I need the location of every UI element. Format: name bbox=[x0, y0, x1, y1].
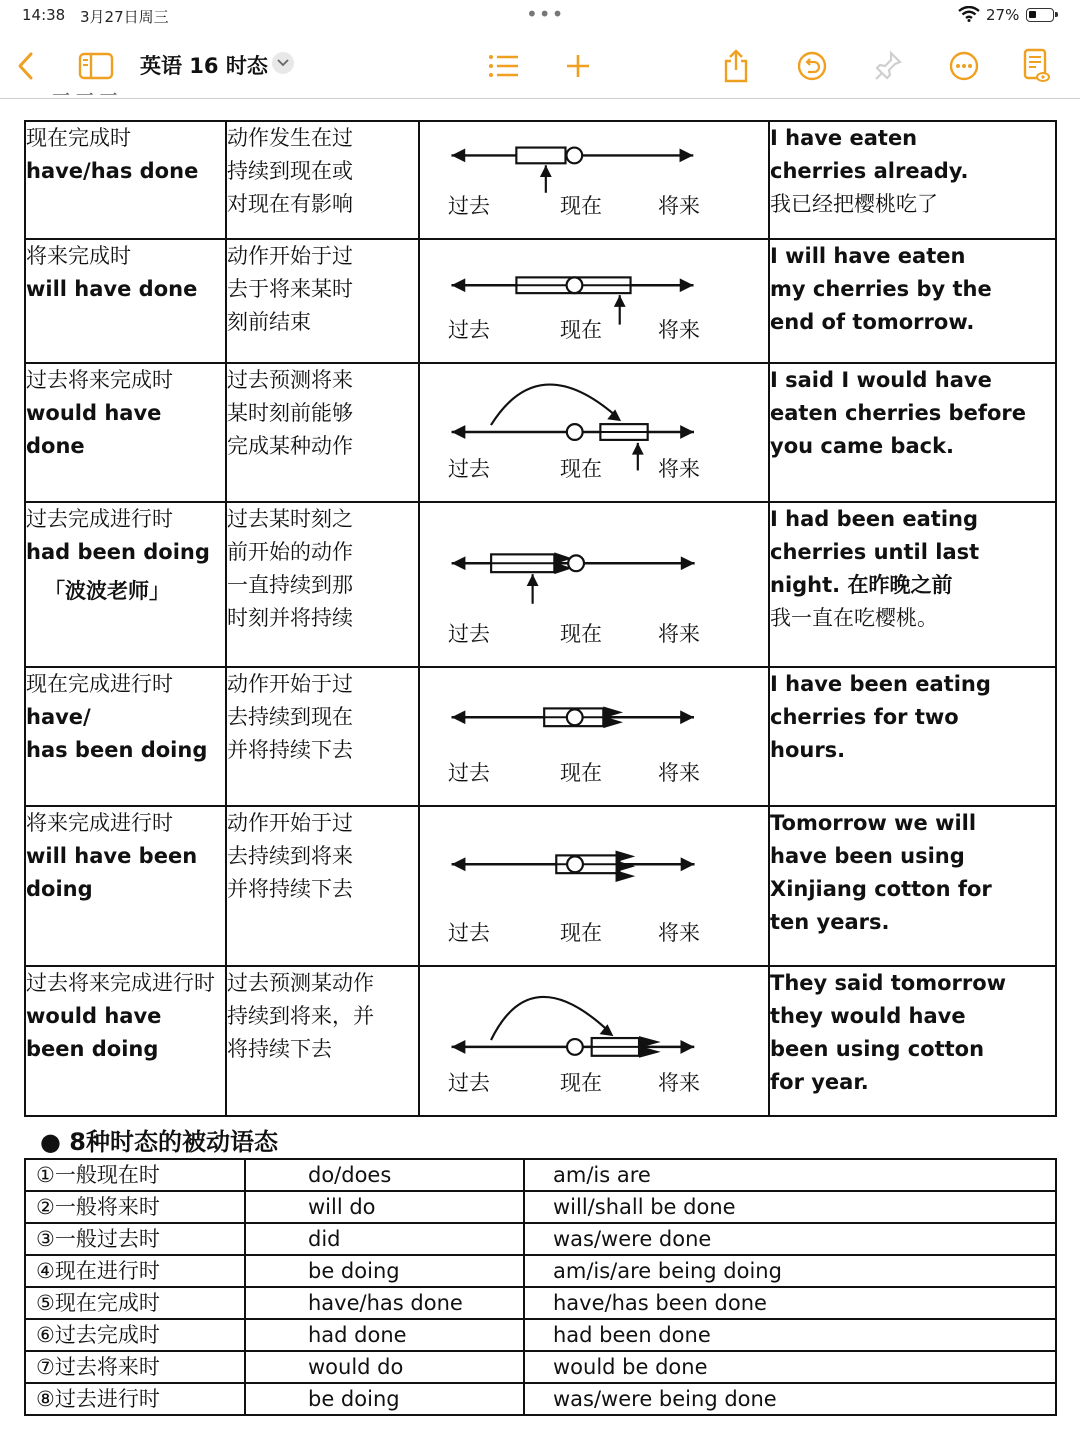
tense-formula: have/has done bbox=[26, 159, 199, 183]
timeline-future-label: 将来 bbox=[658, 194, 700, 218]
description-line: 一直持续到那 bbox=[227, 573, 353, 597]
tense-row bbox=[25, 806, 1056, 966]
status-bar bbox=[0, 0, 1080, 34]
passive-form: had been done bbox=[524, 1319, 1056, 1351]
timeline-past-label: 过去 bbox=[448, 1071, 490, 1095]
description-line: 动作开始于过 bbox=[227, 811, 353, 835]
tense-formula: will have done bbox=[26, 277, 198, 301]
description-line: 并将持续下去 bbox=[227, 877, 353, 901]
example-cell bbox=[769, 667, 1056, 806]
description-line: 某时刻前能够 bbox=[227, 401, 353, 425]
tense-row bbox=[25, 239, 1056, 363]
timeline-future-label: 将来 bbox=[658, 622, 700, 646]
active-form: be doing bbox=[245, 1383, 524, 1415]
example-cell bbox=[769, 806, 1056, 966]
timeline-past-label: 过去 bbox=[448, 622, 490, 646]
multitask-dots-icon[interactable]: ••• bbox=[526, 2, 565, 26]
example-line: Tomorrow we will bbox=[770, 811, 977, 835]
passive-row bbox=[25, 1351, 1056, 1383]
timeline-now-label: 现在 bbox=[560, 194, 602, 218]
description-line: 对现在有影响 bbox=[227, 192, 353, 216]
description-line: 持续到现在或 bbox=[227, 159, 353, 183]
passive-tense-name: ④现在进行时 bbox=[25, 1255, 245, 1287]
plus-icon[interactable] bbox=[558, 46, 598, 86]
tense-formula: would have done bbox=[26, 401, 162, 458]
passive-row bbox=[25, 1319, 1056, 1351]
passive-row bbox=[25, 1383, 1056, 1415]
description-line: 过去某时刻之 bbox=[227, 507, 353, 531]
description-line: 并将持续下去 bbox=[227, 738, 353, 762]
tense-row bbox=[25, 121, 1056, 239]
passive-title-text: 8种时态的被动语态 bbox=[69, 1128, 278, 1156]
description-line: 过去预测将来 bbox=[227, 368, 353, 392]
example-cell bbox=[769, 966, 1056, 1116]
tense-name-zh: 过去完成进行时 bbox=[26, 507, 173, 531]
passive-row bbox=[25, 1255, 1056, 1287]
description-line: 去持续到将来 bbox=[227, 844, 353, 868]
tense-description-cell bbox=[226, 806, 419, 966]
timeline-future-label: 将来 bbox=[658, 1071, 700, 1095]
tense-description-cell bbox=[226, 502, 419, 667]
tense-name-zh: 过去将来完成时 bbox=[26, 368, 173, 392]
tense-table bbox=[24, 120, 1057, 1117]
passive-form: was/were done bbox=[524, 1223, 1056, 1255]
tense-name-cell bbox=[25, 121, 226, 239]
passive-voice-table bbox=[24, 1158, 1057, 1416]
passive-row bbox=[25, 1191, 1056, 1223]
status-time: 14:38 bbox=[22, 6, 66, 24]
timeline-diagram-cell bbox=[419, 121, 769, 239]
pin-icon[interactable] bbox=[868, 46, 908, 86]
description-line: 动作发生在过 bbox=[227, 126, 353, 150]
timeline-diagram-cell bbox=[419, 667, 769, 806]
description-line: 持续到将来，并 bbox=[227, 1004, 374, 1028]
timeline-now-label: 现在 bbox=[560, 761, 602, 785]
example-line: they would have bbox=[770, 1004, 966, 1028]
status-date: 3月27日周三 bbox=[80, 8, 169, 26]
tense-formula: have/ bbox=[26, 705, 91, 729]
battery-percent: 27% bbox=[986, 6, 1020, 24]
example-line: end of tomorrow. bbox=[770, 310, 975, 334]
example-line: you came back. bbox=[770, 434, 955, 458]
wifi-icon bbox=[958, 6, 980, 22]
passive-form: will/shall be done bbox=[524, 1191, 1056, 1223]
example-line: Xinjiang cotton for bbox=[770, 877, 992, 901]
tense-name-cell bbox=[25, 239, 226, 363]
tense-row bbox=[25, 502, 1056, 667]
timeline-diagram-cell bbox=[419, 502, 769, 667]
passive-row bbox=[25, 1287, 1056, 1319]
passive-tense-name: ②一般将来时 bbox=[25, 1191, 245, 1223]
timeline-now-label: 现在 bbox=[560, 1071, 602, 1095]
share-icon[interactable] bbox=[716, 46, 756, 86]
description-line: 完成某种动作 bbox=[227, 434, 353, 458]
description-line: 前开始的动作 bbox=[227, 540, 353, 564]
more-icon[interactable] bbox=[944, 46, 984, 86]
tense-name-zh: 过去将来完成进行时 bbox=[26, 971, 215, 995]
active-form: did bbox=[245, 1223, 524, 1255]
example-cell bbox=[769, 121, 1056, 239]
tense-name-cell bbox=[25, 667, 226, 806]
example-cell bbox=[769, 502, 1056, 667]
example-line: cherries already. bbox=[770, 159, 969, 183]
passive-voice-heading: ● 8种时态的被动语态 bbox=[40, 1128, 278, 1156]
passive-form: have/has been done bbox=[524, 1287, 1056, 1319]
example-line: I have eaten bbox=[770, 126, 918, 150]
timeline-now-label: 现在 bbox=[560, 622, 602, 646]
passive-tense-name: ⑧过去进行时 bbox=[25, 1383, 245, 1415]
description-line: 时刻并将持续 bbox=[227, 606, 353, 630]
toolbar bbox=[0, 34, 1080, 99]
back-chevron-icon[interactable] bbox=[6, 46, 46, 86]
example-line: cherries until last bbox=[770, 540, 980, 564]
example-line: for year. bbox=[770, 1070, 869, 1094]
example-line: They said tomorrow bbox=[770, 971, 1007, 995]
author-tag: 「波波老师」 bbox=[44, 579, 170, 603]
tense-formula: has been doing bbox=[26, 738, 208, 762]
note-title[interactable]: 英语 16 时态 bbox=[140, 54, 268, 78]
active-form: will do bbox=[245, 1191, 524, 1223]
example-line: eaten cherries before bbox=[770, 401, 1026, 425]
timeline-diagram-cell bbox=[419, 806, 769, 966]
description-line: 将持续下去 bbox=[227, 1037, 332, 1061]
example-line: I had been eating bbox=[770, 507, 979, 531]
tense-formula: had been doing bbox=[26, 540, 210, 564]
timeline-past-label: 过去 bbox=[448, 194, 490, 218]
timeline-now-label: 现在 bbox=[560, 921, 602, 945]
tense-name-zh: 将来完成时 bbox=[26, 244, 131, 268]
tense-row bbox=[25, 363, 1056, 502]
tense-name-cell bbox=[25, 806, 226, 966]
tense-formula: been doing bbox=[26, 1037, 159, 1061]
description-line: 动作开始于过 bbox=[227, 672, 353, 696]
timeline-future-label: 将来 bbox=[658, 761, 700, 785]
example-line: hours. bbox=[770, 738, 846, 762]
timeline-past-label: 过去 bbox=[448, 457, 490, 481]
active-form: had done bbox=[245, 1319, 524, 1351]
description-line: 过去预测某动作 bbox=[227, 971, 374, 995]
passive-tense-name: ⑦过去将来时 bbox=[25, 1351, 245, 1383]
example-line: night. 在昨晚之前 bbox=[770, 573, 953, 597]
passive-row bbox=[25, 1223, 1056, 1255]
timeline-diagram-cell bbox=[419, 363, 769, 502]
timeline-future-label: 将来 bbox=[658, 457, 700, 481]
tense-row bbox=[25, 966, 1056, 1116]
tense-formula: doing bbox=[26, 877, 93, 901]
tense-description-cell bbox=[226, 363, 419, 502]
timeline-past-label: 过去 bbox=[448, 761, 490, 785]
example-cell bbox=[769, 363, 1056, 502]
example-line: 我一直在吃樱桃。 bbox=[770, 606, 938, 630]
passive-form: am/is are bbox=[524, 1159, 1056, 1191]
tense-row bbox=[25, 667, 1056, 806]
timeline-future-label: 将来 bbox=[658, 318, 700, 342]
example-line: ten years. bbox=[770, 910, 890, 934]
tense-name-zh: 现在完成时 bbox=[26, 126, 131, 150]
timeline-diagram-cell bbox=[419, 239, 769, 363]
passive-tense-name: ③一般过去时 bbox=[25, 1223, 245, 1255]
list-icon[interactable] bbox=[484, 46, 524, 86]
tense-description-cell bbox=[226, 966, 419, 1116]
tense-name-zh: 现在完成进行时 bbox=[26, 672, 173, 696]
timeline-past-label: 过去 bbox=[448, 318, 490, 342]
passive-tense-name: ⑤现在完成时 bbox=[25, 1287, 245, 1319]
battery-icon bbox=[1026, 8, 1054, 22]
example-line: 我已经把樱桃吃了 bbox=[770, 192, 938, 216]
timeline-diagram-cell bbox=[419, 966, 769, 1116]
undo-icon[interactable] bbox=[792, 46, 832, 86]
active-form: do/does bbox=[245, 1159, 524, 1191]
passive-form: am/is/are being doing bbox=[524, 1255, 1056, 1287]
active-form: would do bbox=[245, 1351, 524, 1383]
timeline-past-label: 过去 bbox=[448, 921, 490, 945]
chevron-down-icon[interactable] bbox=[272, 52, 294, 74]
passive-row bbox=[25, 1159, 1056, 1191]
description-line: 去于将来某时 bbox=[227, 277, 353, 301]
passive-form: was/were being done bbox=[524, 1383, 1056, 1415]
description-line: 去持续到现在 bbox=[227, 705, 353, 729]
tense-name-cell bbox=[25, 966, 226, 1116]
example-line: I will have eaten bbox=[770, 244, 966, 268]
timeline-now-label: 现在 bbox=[560, 318, 602, 342]
timeline-diagram bbox=[420, 122, 770, 238]
timeline-future-label: 将来 bbox=[658, 921, 700, 945]
timeline-now-label: 现在 bbox=[560, 457, 602, 481]
tense-name-cell bbox=[25, 363, 226, 502]
tense-description-cell bbox=[226, 667, 419, 806]
tense-description-cell bbox=[226, 121, 419, 239]
description-line: 刻前结束 bbox=[227, 310, 311, 334]
example-line: cherries for two bbox=[770, 705, 959, 729]
passive-tense-name: ⑥过去完成时 bbox=[25, 1319, 245, 1351]
passive-form: would be done bbox=[524, 1351, 1056, 1383]
tense-description-cell bbox=[226, 239, 419, 363]
example-line: I have been eating bbox=[770, 672, 991, 696]
example-line: been using cotton bbox=[770, 1037, 985, 1061]
description-line: 动作开始于过 bbox=[227, 244, 353, 268]
example-line: have been using bbox=[770, 844, 965, 868]
example-line: my cherries by the bbox=[770, 277, 992, 301]
example-line: I said I would have bbox=[770, 368, 992, 392]
tense-formula: would have bbox=[26, 1004, 162, 1028]
cut-off-heading: 一 一 一 bbox=[52, 92, 118, 104]
document-icon[interactable] bbox=[1016, 46, 1056, 86]
tense-name-cell bbox=[25, 502, 226, 667]
active-form: be doing bbox=[245, 1255, 524, 1287]
tense-formula: will have been bbox=[26, 844, 198, 868]
sidebar-icon[interactable] bbox=[76, 46, 116, 86]
passive-tense-name: ①一般现在时 bbox=[25, 1159, 245, 1191]
active-form: have/has done bbox=[245, 1287, 524, 1319]
note-content[interactable] bbox=[0, 92, 1080, 1440]
example-cell bbox=[769, 239, 1056, 363]
tense-name-zh: 将来完成进行时 bbox=[26, 811, 173, 835]
